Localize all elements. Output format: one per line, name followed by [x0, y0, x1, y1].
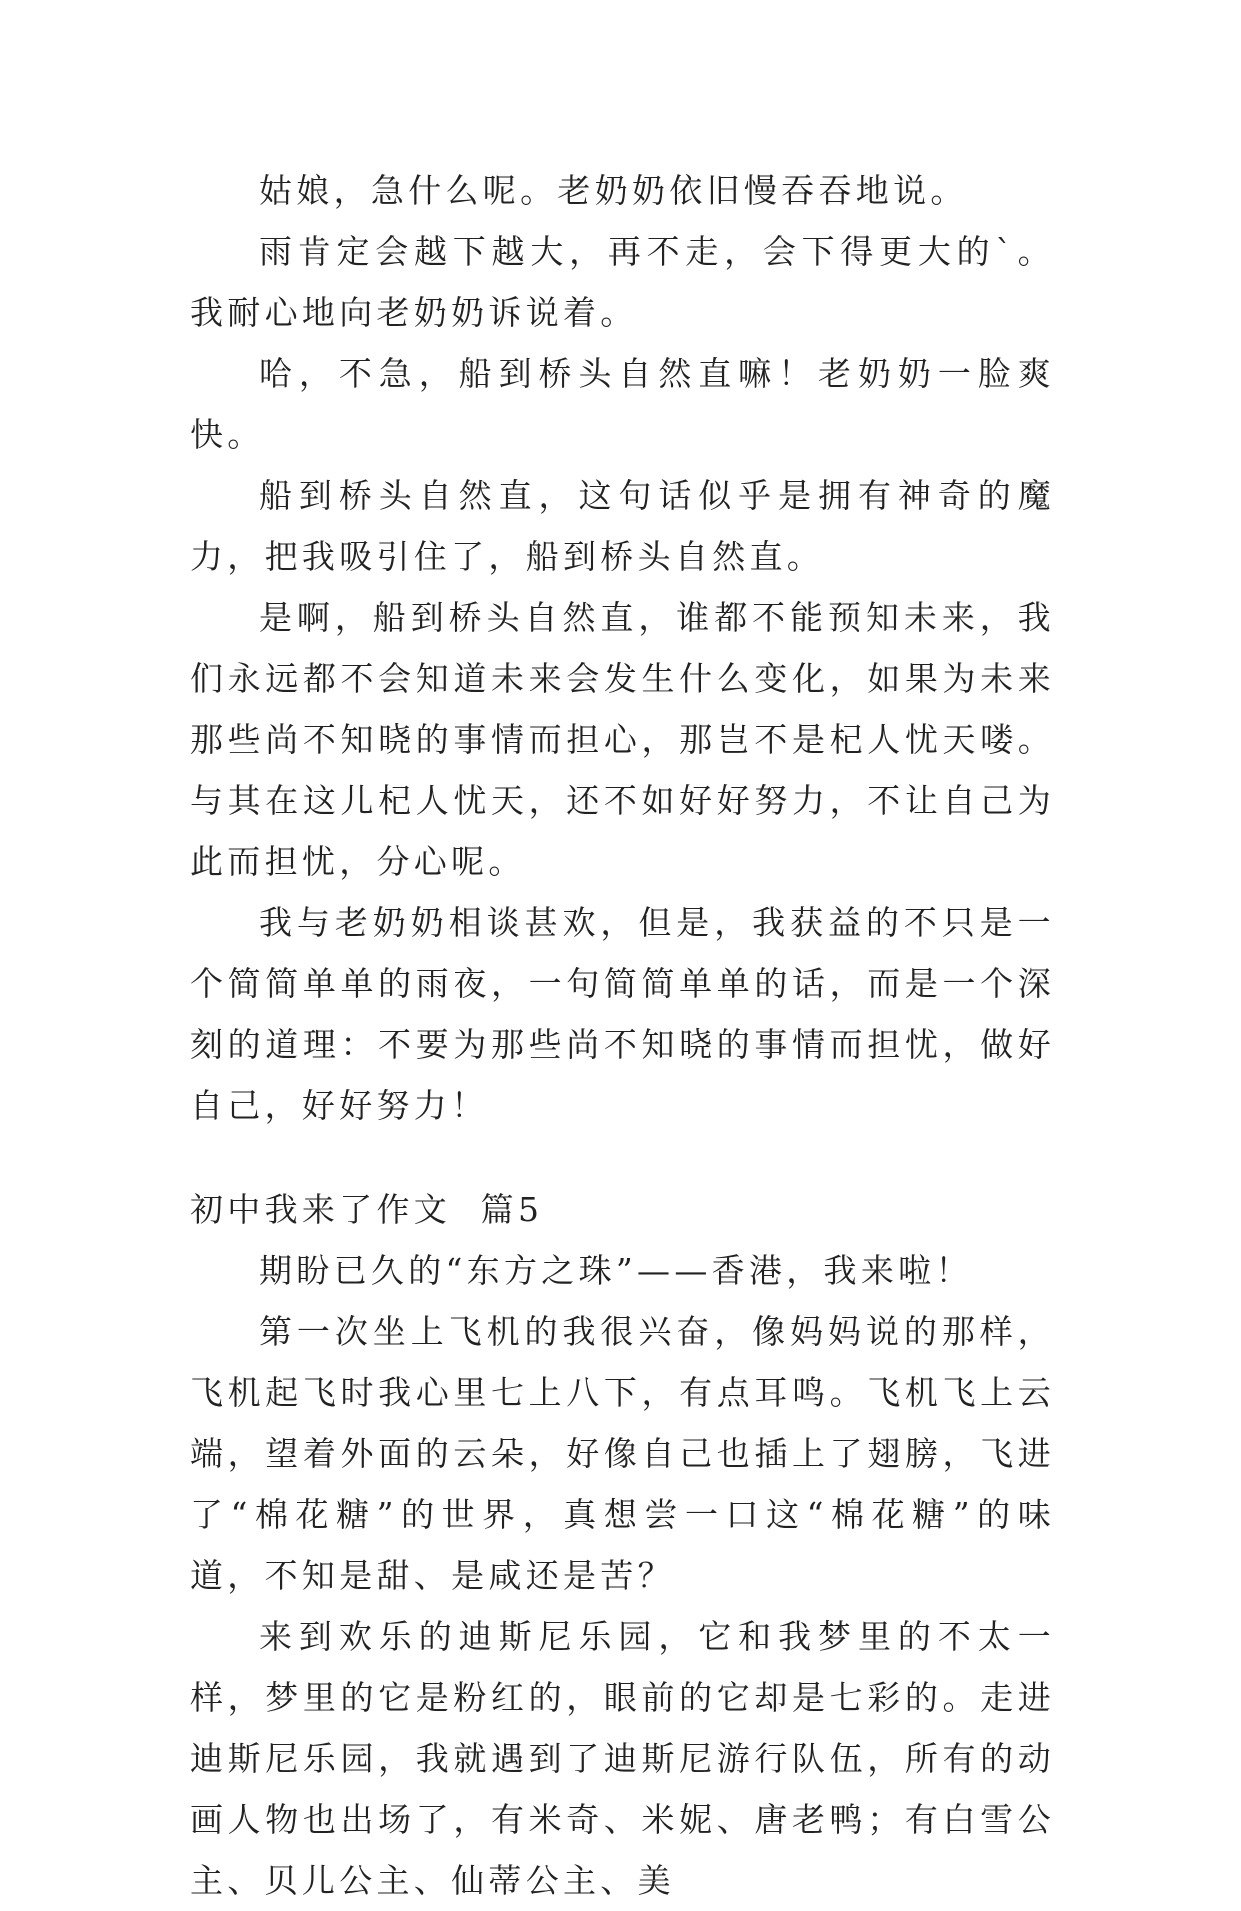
paragraph: 哈，不急，船到桥头自然直嘛！老奶奶一脸爽快。 [190, 354, 1055, 454]
paragraph: 船到桥头自然直，这句话似乎是拥有神奇的魔力，把我吸引住了，船到桥头自然直。 [190, 476, 1055, 576]
document-body [190, 160, 1055, 1911]
paragraph: 第一次坐上飞机的我很兴奋，像妈妈说的那样，飞机起飞时我心里七上八下，有点耳鸣。飞机飞上云端，望着外面的云朵，好像自己也插上了翅膀，飞进了“棉花糖”的世界，真想尝一口这“棉花糖”的味道，不知是甜、是咸还是苦？ [190, 1312, 1055, 1595]
paragraph: 来到欢乐的迪斯尼乐园，它和我梦里的不太一样，梦里的它是粉红的，眼前的它却是七彩的。走进迪斯尼乐园，我就遇到了迪斯尼游行队伍，所有的动画人物也出场了，有米奇、米妮、唐老鸭；有白雪公主、贝儿公主、仙蒂公主、美 [190, 1617, 1055, 1900]
paragraph: 期盼已久的“东方之珠”——香港，我来啦！ [259, 1251, 973, 1290]
paragraph: 雨肯定会越下越大，再不走，会下得更大的`。我耐心地向老奶奶诉说着。 [190, 232, 1055, 332]
section-heading: 初中我来了作文 篇5 [190, 1190, 544, 1229]
paragraph: 是啊，船到桥头自然直，谁都不能预知未来，我们永远都不会知道未来会发生什么变化，如果为未来那些尚不知晓的事情而担心，那岂不是杞人忧天喽。与其在这儿杞人忧天，还不如好好努力，不让自己为此而担忧，分心呢。 [190, 598, 1055, 881]
paragraph: 姑娘，急什么呢。老奶奶依旧慢吞吞地说。 [259, 171, 968, 210]
paragraph: 我与老奶奶相谈甚欢，但是，我获益的不只是一个简简单单的雨夜，一句简简单单的话，而是一个深刻的道理：不要为那些尚不知晓的事情而担忧，做好自己，好好努力！ [190, 903, 1055, 1125]
